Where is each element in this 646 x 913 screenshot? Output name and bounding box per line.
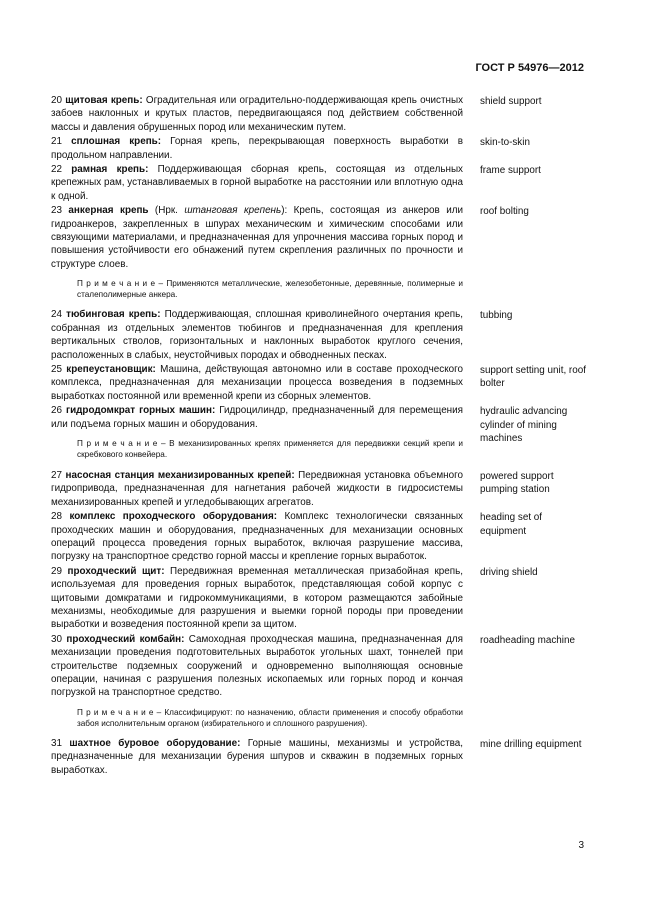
- term-english: support setting unit, roof bolter: [480, 364, 586, 390]
- term-english: powered support pumping station: [480, 470, 554, 496]
- term-definition: 27 насосная станция механизированных крепей: Передвижная установка объемного гидропривода, предназначенная для нагнетания рабочей жидкости в гидросистемы механизированных крепей и угледобывающих агрегатов.: [51, 469, 464, 508]
- term-definition: 26 гидродомкрат горных машин: Гидроцилиндр, предназначенный для перемещения или подъема горных машин и оборудования. П р и м е ч а н и е – В механизированных крепях применяется для передвижки секций крепи и скребкового конвейера.: [51, 405, 463, 459]
- term-name: крепеустановщик:: [66, 363, 156, 375]
- term-name: сплошная крепь:: [71, 136, 162, 148]
- term-entry-29: [51, 565, 586, 632]
- term-name: тюбинговая крепь:: [66, 309, 161, 321]
- term-entry-23: [51, 204, 586, 271]
- term-definition: 20 щитовая крепь: Оградительная или оградительно-поддерживающая крепь очистных забоев наклонных и крутых пластов, передвигающаяся под действием собственной массы и давления обрушенных пород или механическим путем.: [51, 95, 464, 133]
- term-english: roof bolting: [480, 206, 529, 218]
- term-entry-21: [51, 135, 586, 162]
- standard-header: ГОСТ Р 54976—2012: [475, 62, 584, 74]
- term-entry-26: [51, 404, 586, 468]
- term-entry-30: [51, 633, 586, 700]
- term-english: skin-to-skin: [480, 137, 530, 149]
- term-definition: 30 проходческий комбайн: Самоходная проходческая машина, предназначенная для механизации проведения подготовительных выработок угольных шахт, тоннелей при строительстве подземных сооружений и одновременно выполняющая основные операции, начиная с разрушения полезных ископаемых или горных пород и кончая погрузкой на транспортное средство.: [51, 633, 463, 699]
- term-definition: 31 шахтное буровое оборудование: Горные машины, механизмы и устройства, предназначенные для механизации бурения шпуров и скважин в подземных горных выработках.: [51, 737, 463, 776]
- term-name: комплекс проходческого оборудования:: [69, 511, 278, 523]
- note-23: П р и м е ч а н и е – Применяются металлические, железобетонные, деревянные, полимерные и сталеполимерные анкера.: [77, 279, 464, 300]
- term-definition: 24 тюбинговая крепь: Поддерживающая, сплошная криволинейного очертания крепь, собранная из отдельных элементов тюбингов и предназначенная для крепления вертикальных стволов, горизонтальных и наклонных выработок круглого сечения, расположенных в слабых, неустойчивых породах и обводненных песках.: [51, 309, 463, 361]
- term-entry-25: [51, 363, 586, 403]
- term-name: гидродомкрат горных машин:: [65, 405, 216, 417]
- term-english: shield support: [480, 96, 542, 107]
- term-english: tubbing: [480, 310, 513, 322]
- term-definition: 21 сплошная крепь: Горная крепь, перекрывающая поверхность выработки в продольном направлении.: [51, 136, 463, 161]
- term-english: roadheading machine: [480, 634, 575, 646]
- term-english: heading set of equipment: [480, 512, 543, 537]
- term-name: насосная станция механизированных крепей:: [65, 469, 295, 481]
- term-entry-28: [51, 510, 586, 564]
- term-entry-27: [51, 469, 586, 509]
- term-list: [51, 94, 586, 778]
- term-entry-24: [51, 308, 586, 362]
- term-definition: 28 комплекс проходческого оборудования: Комплекс технологически связанных проходческих машин и оборудования, предназначенных для механизации основных операций процесса проведения горных выработок, включая разрушение массива, погрузку на транспортное средство горной массы и крепление горных выработок.: [51, 511, 463, 563]
- term-english: hydraulic advancing cylinder of mining machines: [480, 406, 568, 444]
- term-entry-31: [51, 737, 586, 777]
- note-30: П р и м е ч а н и е – Классифицируют: по назначению, области применения и способу обработки забоя исполнительным органом (избирательного и сплошного разрушения).: [77, 707, 463, 728]
- term-definition: 23 анкерная крепь (Нрк. штанговая крепень): Крепь, состоящая из анкеров или гидроанкеров, закрепленных в шпурах механическим и химическим способами или связующими материалами, и предназначенная для упрочнения массива горных пород и повышения устойчивости его обнажений путем скрепления различных по прочности и структуре слоев.: [51, 205, 463, 270]
- term-name: проходческий щит:: [67, 565, 165, 577]
- term-name: рамная крепь:: [71, 164, 149, 176]
- term-name: анкерная крепь: [68, 205, 149, 217]
- note-26: П р и м е ч а н и е – В механизированных крепях применяется для передвижки секций крепи и скребкового конвейера.: [77, 438, 463, 459]
- term-name: проходческий комбайн:: [66, 633, 185, 645]
- page-number: 3: [578, 840, 584, 851]
- term-definition: 29 проходческий щит: Передвижная временная металлическая призабойная крепь, используемая для проведения горных выработок, представляющая собой корпус с щитовыми домкратами и гидрокоммуникациями, в котором размещаются забойные механизмы, необходимые для разрушения и выемки горной породы при проведении выработки и возведения постоянной крепи за щитом.: [51, 565, 464, 631]
- term-english: mine drilling equipment: [480, 738, 582, 750]
- term-name: шахтное буровое оборудование:: [69, 737, 241, 749]
- term-english: driving shield: [480, 566, 538, 578]
- term-english: frame support: [480, 165, 541, 177]
- term-entry-22: [51, 163, 586, 203]
- term-entry-20: [51, 94, 586, 134]
- term-definition: 25 крепеустановщик: Машина, действующая автономно или в составе проходческого комплекса, предназначенная для механизации процесса возведения в подземных выработках постоянной или временной крепи из сборных элементов.: [51, 363, 463, 402]
- term-name: щитовая крепь:: [65, 95, 143, 106]
- term-definition: 22 рамная крепь: Поддерживающая сборная крепь, состоящая из отдельных крепежных рам, устанавливаемых в горной выработке на расстоянии или вплотную одна к одной.: [51, 164, 463, 202]
